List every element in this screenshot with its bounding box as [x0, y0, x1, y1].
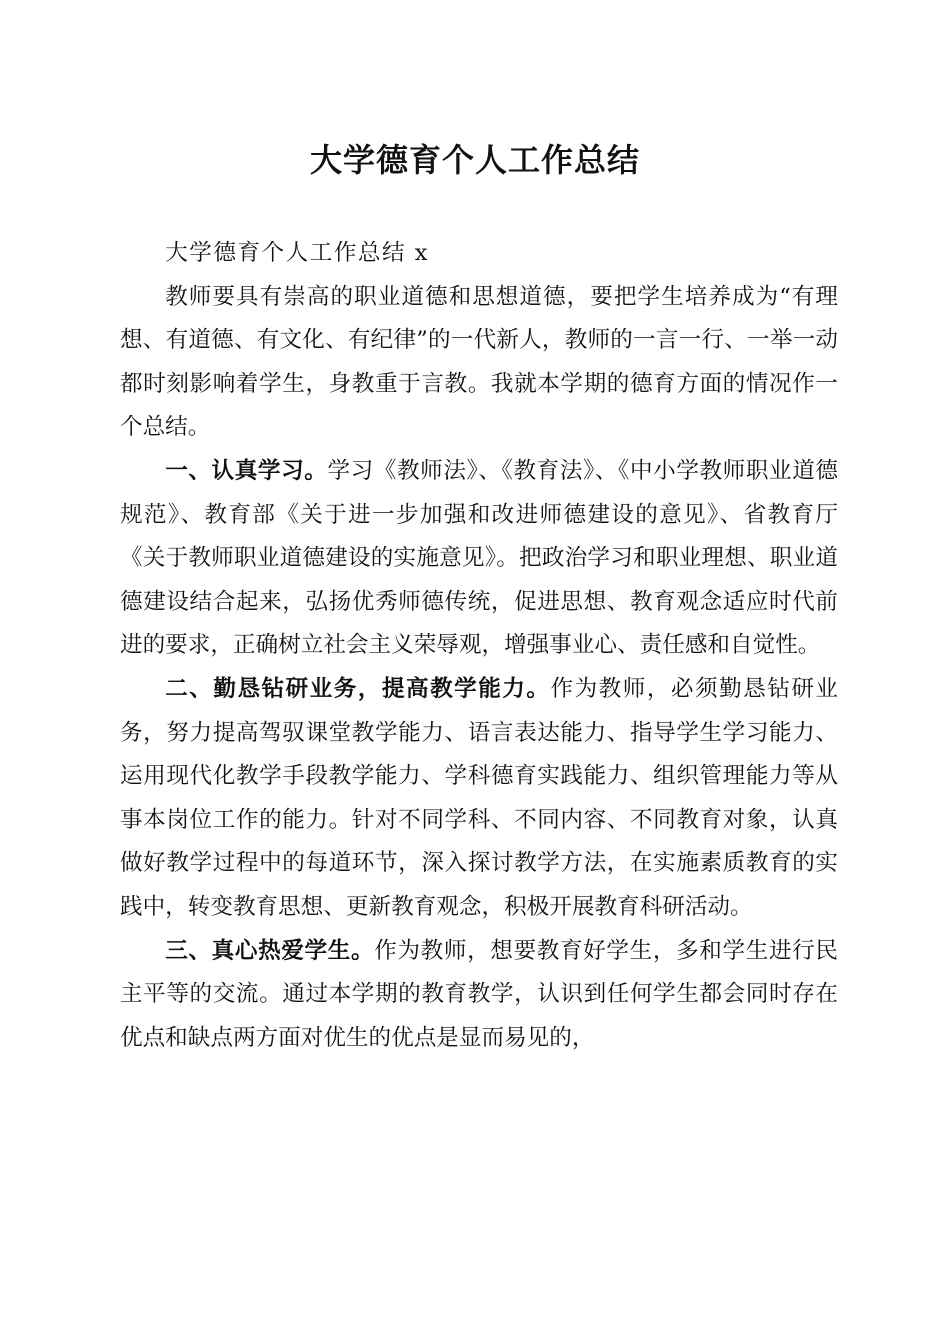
section-heading-3: 三、真心热爱学生。	[165, 937, 375, 964]
section-paragraph-1	[120, 450, 838, 668]
section-text-1: 学习《教师法》、《教育法》、《中小学教师职业道德规范》、教育部《关于进一步加强和改进师德建设的意见》、省教育厅《关于教师职业道德建设的实施意见》。把政治学习和职业理想、职业道德建设结合起来，弘扬优秀师德传统，促进思想、教育观念适应时代前进的要求，正确树立社会主义荣辱观，增强事业心、责任感和自觉性。	[120, 457, 838, 659]
section-text-3: 作为教师，想要教育好学生，多和学生进行民主平等的交流。通过本学期的教育教学，认识到任何学生都会同时存在优点和缺点两方面对优生的优点是显而易见的，	[120, 937, 839, 1051]
section-heading-1: 一、认真学习。	[165, 457, 328, 484]
section-paragraph-2	[120, 668, 838, 930]
section-paragraph-3	[120, 930, 838, 1061]
document-subtitle: 大学德育个人工作总结 x	[165, 240, 430, 266]
document-body	[120, 232, 838, 1060]
section-text-2: 作为教师，必须勤恳钻研业务，努力提高驾驭课堂教学能力、语言表达能力、指导学生学习能力、运用现代化教学手段教学能力、学科德育实践能力、组织管理能力等从事本岗位工作的能力。针对不同学科、不同内容、不同教育对象，认真做好教学过程中的每道环节，深入探讨教学方法，在实施素质教育的实践中，转变教育思想、更新教育观念，积极开展教育科研活动。	[120, 675, 839, 920]
document-title: 大学德育个人工作总结	[309, 141, 640, 179]
section-heading-2: 二、勤恳钻研业务，提高教学能力。	[165, 675, 551, 702]
intro-paragraph: 教师要具有崇高的职业道德和思想道德，要把学生培养成为“有理想、有道德、有文化、有纪律”的一代新人，教师的一言一行、一举一动都时刻影响着学生，身教重于言教。我就本学期的德育方面的情况作一个总结。	[120, 283, 838, 441]
